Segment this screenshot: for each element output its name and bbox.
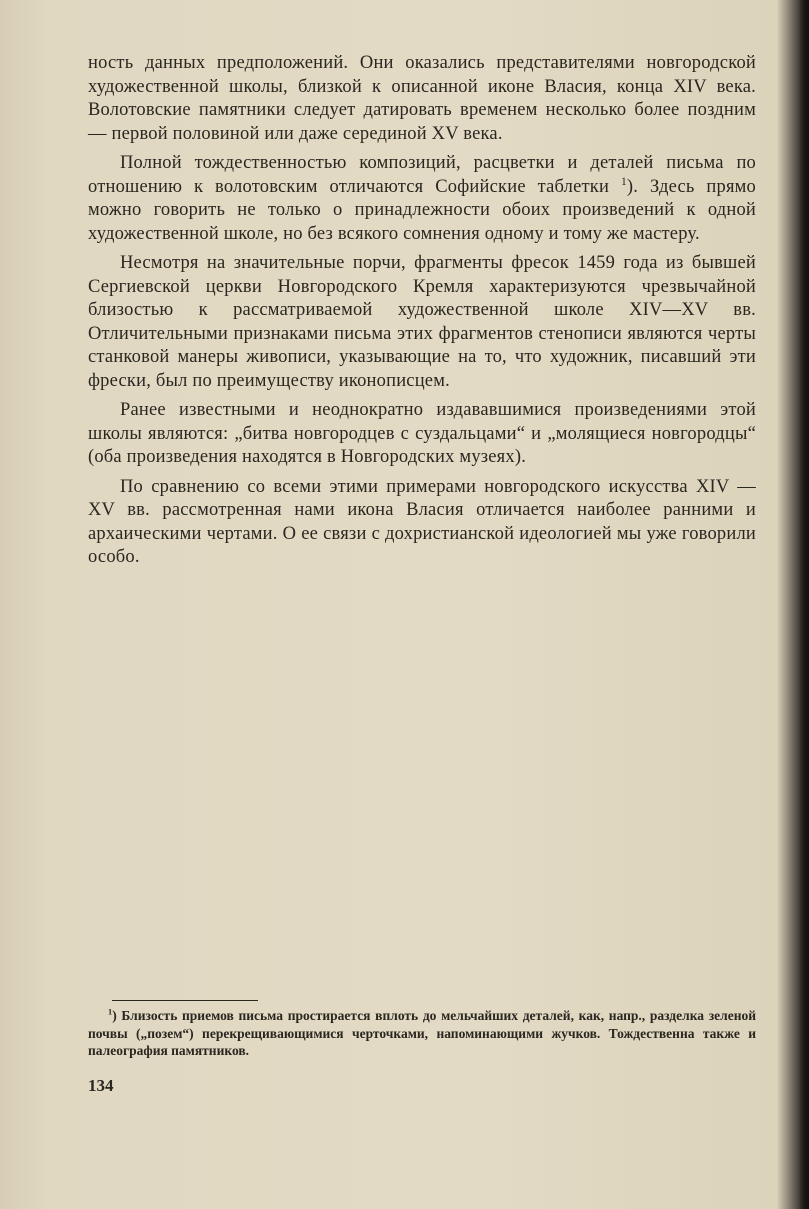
footnote-reference: 1 [620, 175, 627, 188]
paragraph-5: По сравнению со всеми этими примерами новгородского искусства XIV — XV вв. рассмотренная нами икона Власия отличается наиболее ранними и архаическими чертами. О ее связи с дохристианской идеологией мы уже говорили особо. [88, 476, 756, 567]
page-number: 134 [88, 1076, 114, 1095]
paragraph-2-start: Полной тождественностью композиций, расцветки и деталей письма по отношению к волотовским отличаются Софийские таблетки [88, 153, 756, 197]
footnote-marker: 1 [108, 1007, 113, 1017]
paragraph-4: Ранее известными и неоднократно издававшимися произведениями этой школы являются: „битва новгородцев с суздальцами“ и „молящиеся новгородцы“ (оба произведения находятся в Новгородских музеях). [88, 400, 756, 467]
footnote-text: ) Близость приемов письма простирается вплоть до мельчайших деталей, как, напр., разделка зеленой почвы („позем“) перекрещивающимися черточками, напоминающими жучков. Тождественна также и палеография памятников. [88, 1008, 756, 1058]
footnote [88, 1007, 756, 1060]
footnote-divider [112, 1000, 258, 1001]
paragraph-2-end: ). Здесь прямо можно говорить не только о принадлежности обоих произведений к одной художественной школе, но без всякого сомнения одному и тому же мастеру. [88, 176, 757, 244]
main-text [88, 52, 756, 576]
paragraph-2 [88, 152, 756, 246]
paragraph-3: Несмотря на значительные порчи, фрагменты фресок 1459 года из бывшей Сергиевской церкви Новгородского Кремля характеризуются чрезвычайной близостью к рассматриваемой художественной школе XIV—XV вв. Отличительными признаками письма этих фрагментов стенописи являются черты станковой манеры живописи, указывающие на то, что художник, писавший эти фрески, был по преимуществу иконописцем. [88, 253, 756, 391]
paragraph-1: ность данных предположений. Они оказались представителями новгородской художественной школы, близкой к описанной иконе Власия, конца XIV века. Волотовские памятники следует датировать временем несколько более поздним — первой половиной или даже серединой XV века. [88, 53, 756, 144]
